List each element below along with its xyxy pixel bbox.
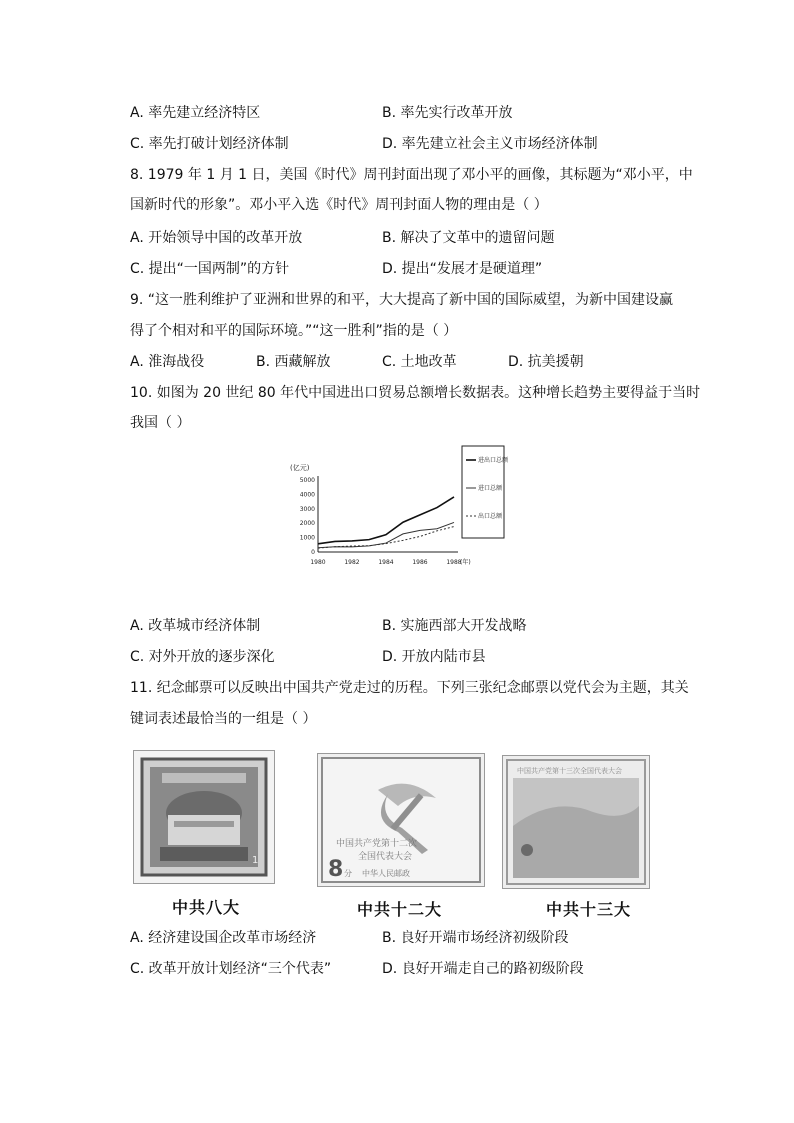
q11-option-d: D. 良好开端走自己的路初级阶段: [382, 961, 584, 977]
q11-option-c: C. 改革开放计划经济“三个代表”: [130, 961, 332, 977]
stamp-twelfth-issuer: 中华人民邮政: [362, 869, 410, 878]
chart-x-tick-label: 1982: [344, 559, 360, 566]
chart-x-tick-label: 1986: [412, 559, 428, 566]
stamp-thirteenth-congress: [502, 755, 650, 889]
chart-x-tick-label: 1988: [446, 559, 462, 566]
stamp-eighth-congress-image: [134, 751, 274, 883]
stamp-label-12th: 中共十二大: [357, 900, 443, 919]
q9-option-a: A. 淮海战役: [130, 354, 205, 370]
q10-stem-line2: 我国（ ）: [130, 415, 191, 431]
chart-y-tick-label: 0: [311, 549, 315, 556]
q8-option-a: A. 开始领导中国的改革开放: [130, 230, 303, 246]
q9-stem-line2: 得了个相对和平的国际环境。”“这一胜利”指的是（ ）: [130, 323, 458, 339]
q8-option-d: D. 提出“发展才是硬道理”: [382, 261, 543, 277]
q11-option-b: B. 良好开端市场经济初级阶段: [382, 930, 569, 946]
stamp-twelfth-unit: 分: [344, 869, 352, 878]
q11-option-a: A. 经济建设国企改革市场经济: [130, 930, 317, 946]
q7-option-b: B. 率先实行改革开放: [382, 105, 513, 121]
q10-option-b: B. 实施西部大开发战略: [382, 618, 527, 634]
chart-y-label: (亿元): [290, 464, 310, 472]
stamp-twelfth-value: 8: [328, 857, 344, 882]
chart-x-tick-label: 1980: [310, 559, 326, 566]
q10-option-d: D. 开放内陆市县: [382, 649, 486, 665]
svg-text:1: 1: [252, 855, 259, 866]
trade-chart: [282, 440, 514, 580]
stamp-eighth-congress: [133, 750, 275, 884]
q9-stem-line1: 9. “这一胜利维护了亚洲和世界的和平，大大提高了新中国的国际威望，为新中国建设赢: [130, 292, 674, 308]
q10-stem-line1: 10. 如图为 20 世纪 80 年代中国进出口贸易总额增长数据表。这种增长趋势主要得益于当时: [130, 385, 701, 401]
chart-y-tick-label: 1000: [299, 534, 315, 542]
q7-option-a: A. 率先建立经济特区: [130, 105, 261, 121]
chart-x-tick-label: 1984: [378, 559, 394, 566]
q8-option-c: C. 提出“一国两制”的方针: [130, 261, 290, 277]
q8-stem-line1: 8. 1979 年 1 月 1 日，美国《时代》周刊封面出现了邓小平的画像，其标题为“邓小平，中: [130, 167, 693, 183]
q8-stem-line2: 国新时代的形象”。邓小平入选《时代》周刊封面人物的理由是（ ）: [130, 197, 548, 213]
chart-y-tick-label: 3000: [299, 505, 315, 513]
stamp-twelfth-caption-1: 中国共产党第十二次: [336, 839, 418, 849]
stamp-label-8th: 中共八大: [172, 898, 241, 917]
q10-option-c: C. 对外开放的逐步深化: [130, 649, 275, 665]
q7-option-d: D. 率先建立社会主义市场经济体制: [382, 136, 598, 152]
chart-y-tick-label: 4000: [299, 491, 315, 499]
q9-option-c: C. 土地改革: [382, 354, 457, 370]
stamp-label-13th: 中共十三大: [546, 900, 632, 919]
chart-y-tick-label: 5000: [299, 477, 315, 484]
chart-series-line: [318, 497, 454, 544]
chart-series-line: [318, 527, 454, 549]
q9-option-b: B. 西藏解放: [256, 354, 331, 370]
q10-option-a: A. 改革城市经济体制: [130, 618, 261, 634]
q8-option-b: B. 解决了文革中的遗留问题: [382, 230, 555, 246]
chart-legend-label: 进出口总额: [478, 457, 509, 464]
stamp-twelfth-caption-2: 全国代表大会: [358, 852, 413, 862]
chart-legend-label: 进口总额: [478, 485, 503, 492]
q11-stem-line1: 11. 纪念邮票可以反映出中国共产党走过的历程。下列三张纪念邮票以党代会为主题，其关: [130, 680, 689, 696]
chart-x-label: (年): [460, 559, 471, 566]
chart-y-tick-label: 2000: [299, 520, 315, 528]
trade-chart-svg: [282, 440, 514, 580]
chart-legend-label: 出口总额: [478, 513, 503, 520]
q7-option-c: C. 率先打破计划经济体制: [130, 136, 289, 152]
q9-option-d: D. 抗美援朝: [508, 354, 584, 370]
stamp-thirteenth-caption: 中国共产党第十三次全国代表大会: [517, 767, 622, 775]
stamp-twelfth-congress: [317, 753, 485, 887]
q11-stem-line2: 键词表述最恰当的一组是（ ）: [130, 711, 317, 727]
